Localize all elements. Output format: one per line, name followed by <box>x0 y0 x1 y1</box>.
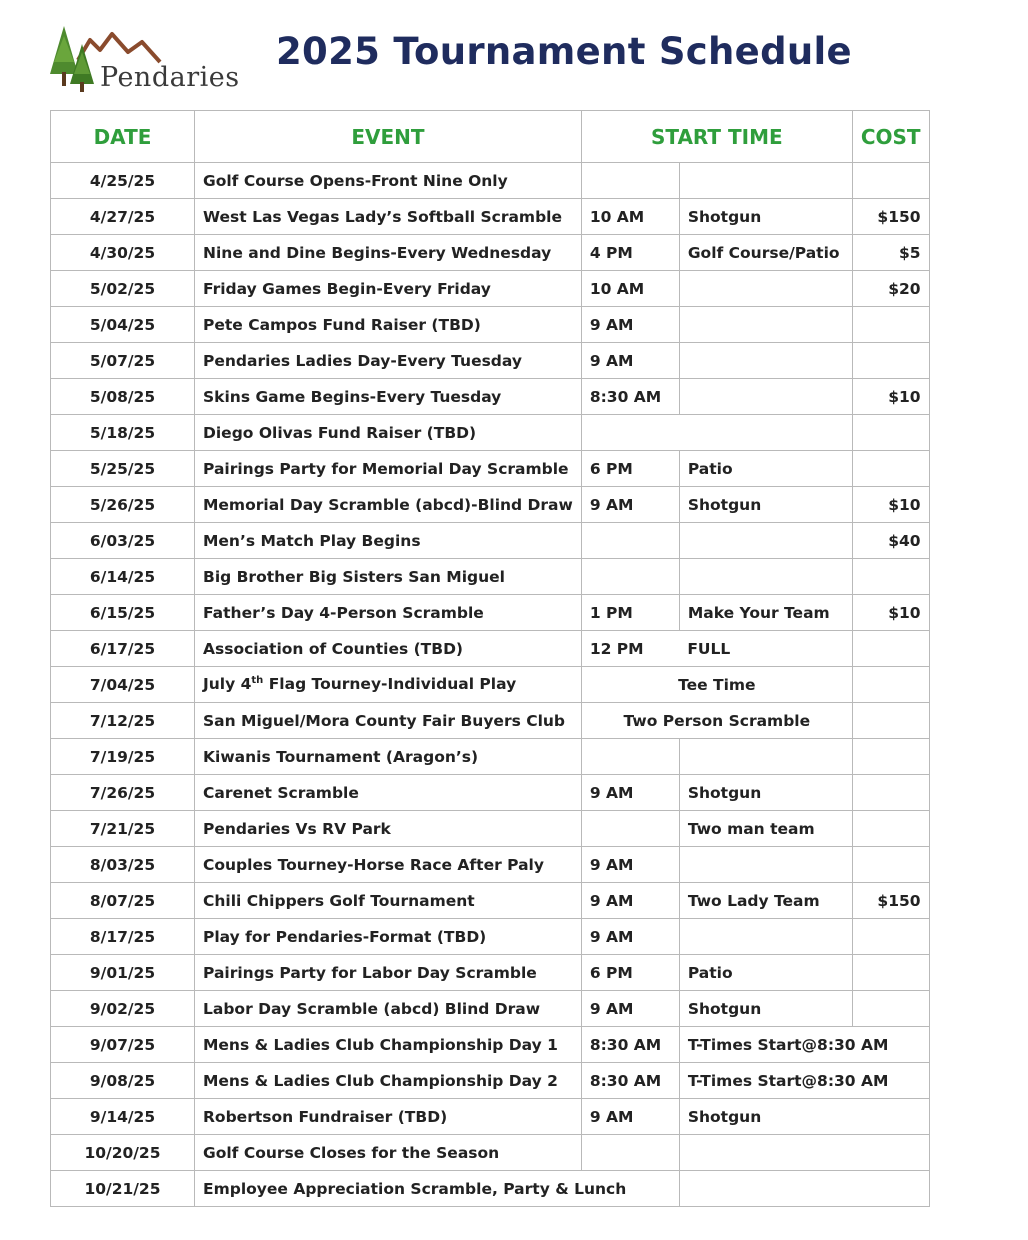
time-cell <box>581 1135 679 1171</box>
date-cell: 5/08/25 <box>51 379 195 415</box>
column-header-date: DATE <box>51 111 195 163</box>
cost-cell <box>852 955 929 991</box>
date-cell: 6/17/25 <box>51 631 195 667</box>
table-row <box>51 523 930 559</box>
cost-cell: $5 <box>852 235 929 271</box>
time-cell: 8:30 AM <box>581 1063 679 1099</box>
date-cell: 4/25/25 <box>51 163 195 199</box>
table-row <box>51 919 930 955</box>
note-cell <box>679 1171 929 1207</box>
date-cell: 9/01/25 <box>51 955 195 991</box>
table-row <box>51 595 930 631</box>
cost-cell <box>852 631 929 667</box>
date-cell: 9/07/25 <box>51 1027 195 1063</box>
cost-cell <box>852 559 929 595</box>
table-row <box>51 1027 930 1063</box>
date-cell: 8/17/25 <box>51 919 195 955</box>
date-cell: 10/20/25 <box>51 1135 195 1171</box>
table-row <box>51 775 930 811</box>
time-cell: 8:30 AM <box>581 379 679 415</box>
cost-cell <box>852 775 929 811</box>
event-cell: Diego Olivas Fund Raiser (TBD) <box>195 415 582 451</box>
date-cell: 4/27/25 <box>51 199 195 235</box>
cost-cell <box>852 343 929 379</box>
table-row <box>51 307 930 343</box>
table-row <box>51 703 930 739</box>
table-row <box>51 991 930 1027</box>
table-row <box>51 811 930 847</box>
note-cell <box>679 379 852 415</box>
cost-cell <box>852 307 929 343</box>
event-cell: Pairings Party for Memorial Day Scramble <box>195 451 582 487</box>
date-cell: 6/03/25 <box>51 523 195 559</box>
note-cell: FULL <box>679 631 852 667</box>
date-cell: 5/25/25 <box>51 451 195 487</box>
column-header-event: EVENT <box>195 111 582 163</box>
note-cell: T-Times Start@8:30 AM <box>679 1063 929 1099</box>
time-cell: 10 AM <box>581 271 679 307</box>
cost-cell <box>852 919 929 955</box>
event-cell: Big Brother Big Sisters San Miguel <box>195 559 582 595</box>
time-cell: Two Person Scramble <box>581 703 852 739</box>
table-row <box>51 343 930 379</box>
event-cell: Association of Counties (TBD) <box>195 631 582 667</box>
column-header-cost: COST <box>852 111 929 163</box>
event-cell: Play for Pendaries-Format (TBD) <box>195 919 582 955</box>
time-cell: 9 AM <box>581 883 679 919</box>
note-cell: Two Lady Team <box>679 883 852 919</box>
event-cell: Mens & Ladies Club Championship Day 2 <box>195 1063 582 1099</box>
event-cell: Father’s Day 4-Person Scramble <box>195 595 582 631</box>
time-cell: 12 PM <box>581 631 679 667</box>
time-cell: Tee Time <box>581 667 852 703</box>
event-cell: Pairings Party for Labor Day Scramble <box>195 955 582 991</box>
date-cell: 6/15/25 <box>51 595 195 631</box>
event-cell: San Miguel/Mora County Fair Buyers Club <box>195 703 582 739</box>
cost-cell <box>852 163 929 199</box>
note-cell: Shotgun <box>679 1099 929 1135</box>
event-cell: Memorial Day Scramble (abcd)-Blind Draw <box>195 487 582 523</box>
date-cell: 4/30/25 <box>51 235 195 271</box>
date-cell: 5/18/25 <box>51 415 195 451</box>
event-cell: Pete Campos Fund Raiser (TBD) <box>195 307 582 343</box>
date-cell: 7/21/25 <box>51 811 195 847</box>
note-cell <box>679 307 852 343</box>
cost-cell <box>852 703 929 739</box>
logo-wordmark: Pendaries <box>100 62 240 93</box>
time-cell: 9 AM <box>581 991 679 1027</box>
cost-cell: $10 <box>852 487 929 523</box>
note-cell: Shotgun <box>679 487 852 523</box>
cost-cell <box>852 847 929 883</box>
time-cell: 6 PM <box>581 451 679 487</box>
table-row <box>51 487 930 523</box>
cost-cell: $10 <box>852 595 929 631</box>
event-cell: Skins Game Begins-Every Tuesday <box>195 379 582 415</box>
event-cell: Robertson Fundraiser (TBD) <box>195 1099 582 1135</box>
event-cell: Carenet Scramble <box>195 775 582 811</box>
note-cell <box>679 559 852 595</box>
event-cell: Mens & Ladies Club Championship Day 1 <box>195 1027 582 1063</box>
note-cell: Shotgun <box>679 991 852 1027</box>
date-cell: 7/12/25 <box>51 703 195 739</box>
event-cell: Nine and Dine Begins-Every Wednesday <box>195 235 582 271</box>
event-cell: Friday Games Begin-Every Friday <box>195 271 582 307</box>
event-cell: Labor Day Scramble (abcd) Blind Draw <box>195 991 582 1027</box>
schedule-table <box>50 110 930 1207</box>
date-cell: 9/08/25 <box>51 1063 195 1099</box>
table-row <box>51 379 930 415</box>
table-row <box>51 883 930 919</box>
cost-cell <box>852 451 929 487</box>
time-cell: 10 AM <box>581 199 679 235</box>
table-row <box>51 415 930 451</box>
cost-cell: $150 <box>852 199 929 235</box>
time-cell: 9 AM <box>581 847 679 883</box>
cost-cell <box>852 667 929 703</box>
note-cell <box>679 271 852 307</box>
time-cell: 9 AM <box>581 1099 679 1135</box>
note-cell: Patio <box>679 955 852 991</box>
event-cell: West Las Vegas Lady’s Softball Scramble <box>195 199 582 235</box>
table-row <box>51 1171 930 1207</box>
table-row <box>51 163 930 199</box>
note-cell: Patio <box>679 451 852 487</box>
date-cell: 5/04/25 <box>51 307 195 343</box>
date-cell: 7/19/25 <box>51 739 195 775</box>
cost-cell <box>852 739 929 775</box>
note-cell: Golf Course/Patio <box>679 235 852 271</box>
table-header-row <box>51 111 930 163</box>
date-cell: 8/07/25 <box>51 883 195 919</box>
event-cell <box>195 667 582 703</box>
page-title: 2025 Tournament Schedule <box>276 30 852 73</box>
column-header-start-time: START TIME <box>581 111 852 163</box>
note-cell: Two man team <box>679 811 852 847</box>
date-cell: 9/02/25 <box>51 991 195 1027</box>
table-row <box>51 667 930 703</box>
time-cell: 9 AM <box>581 343 679 379</box>
cost-cell: $150 <box>852 883 929 919</box>
table-row <box>51 199 930 235</box>
event-text: July 4 <box>203 675 252 694</box>
cost-cell: $10 <box>852 379 929 415</box>
event-cell: Golf Course Opens-Front Nine Only <box>195 163 582 199</box>
event-cell: Couples Tourney-Horse Race After Paly <box>195 847 582 883</box>
cost-cell <box>852 811 929 847</box>
cost-cell: $20 <box>852 271 929 307</box>
time-cell: 9 AM <box>581 487 679 523</box>
table-row <box>51 631 930 667</box>
time-cell <box>581 559 679 595</box>
date-cell: 7/04/25 <box>51 667 195 703</box>
note-cell: Shotgun <box>679 775 852 811</box>
ordinal-suffix: th <box>251 675 264 687</box>
time-cell: 9 AM <box>581 775 679 811</box>
note-cell: Make Your Team <box>679 595 852 631</box>
pendaries-logo <box>48 22 240 104</box>
date-cell: 5/07/25 <box>51 343 195 379</box>
table-row <box>51 847 930 883</box>
table-row <box>51 1099 930 1135</box>
cost-cell <box>852 415 929 451</box>
date-cell: 5/02/25 <box>51 271 195 307</box>
event-cell: Employee Appreciation Scramble, Party & Lunch <box>195 1171 680 1207</box>
time-cell <box>581 811 679 847</box>
time-cell <box>581 739 679 775</box>
time-cell <box>581 523 679 559</box>
event-cell: Kiwanis Tournament (Aragon’s) <box>195 739 582 775</box>
note-cell <box>679 919 852 955</box>
table-row <box>51 739 930 775</box>
cost-cell <box>852 991 929 1027</box>
table-row <box>51 235 930 271</box>
note-cell <box>679 343 852 379</box>
time-cell: 9 AM <box>581 919 679 955</box>
note-cell <box>679 739 852 775</box>
time-cell: 4 PM <box>581 235 679 271</box>
date-cell: 5/26/25 <box>51 487 195 523</box>
time-cell: 6 PM <box>581 955 679 991</box>
date-cell: 10/21/25 <box>51 1171 195 1207</box>
event-cell: Pendaries Ladies Day-Every Tuesday <box>195 343 582 379</box>
note-cell <box>679 523 852 559</box>
table-row <box>51 559 930 595</box>
event-cell: Chili Chippers Golf Tournament <box>195 883 582 919</box>
date-cell: 8/03/25 <box>51 847 195 883</box>
table-row <box>51 271 930 307</box>
table-row <box>51 451 930 487</box>
event-cell: Men’s Match Play Begins <box>195 523 582 559</box>
time-cell <box>581 163 679 199</box>
time-cell <box>581 415 852 451</box>
date-cell: 9/14/25 <box>51 1099 195 1135</box>
event-text: Flag Tourney-Individual Play <box>263 675 517 694</box>
event-cell: Pendaries Vs RV Park <box>195 811 582 847</box>
date-cell: 7/26/25 <box>51 775 195 811</box>
event-cell: Golf Course Closes for the Season <box>195 1135 582 1171</box>
table-row <box>51 955 930 991</box>
note-cell: Shotgun <box>679 199 852 235</box>
table-row <box>51 1135 930 1171</box>
cost-cell: $40 <box>852 523 929 559</box>
note-cell <box>679 163 852 199</box>
table-row <box>51 1063 930 1099</box>
note-cell <box>679 847 852 883</box>
time-cell: 1 PM <box>581 595 679 631</box>
note-cell <box>679 1135 929 1171</box>
note-cell: T-Times Start@8:30 AM <box>679 1027 929 1063</box>
time-cell: 9 AM <box>581 307 679 343</box>
date-cell: 6/14/25 <box>51 559 195 595</box>
time-cell: 8:30 AM <box>581 1027 679 1063</box>
